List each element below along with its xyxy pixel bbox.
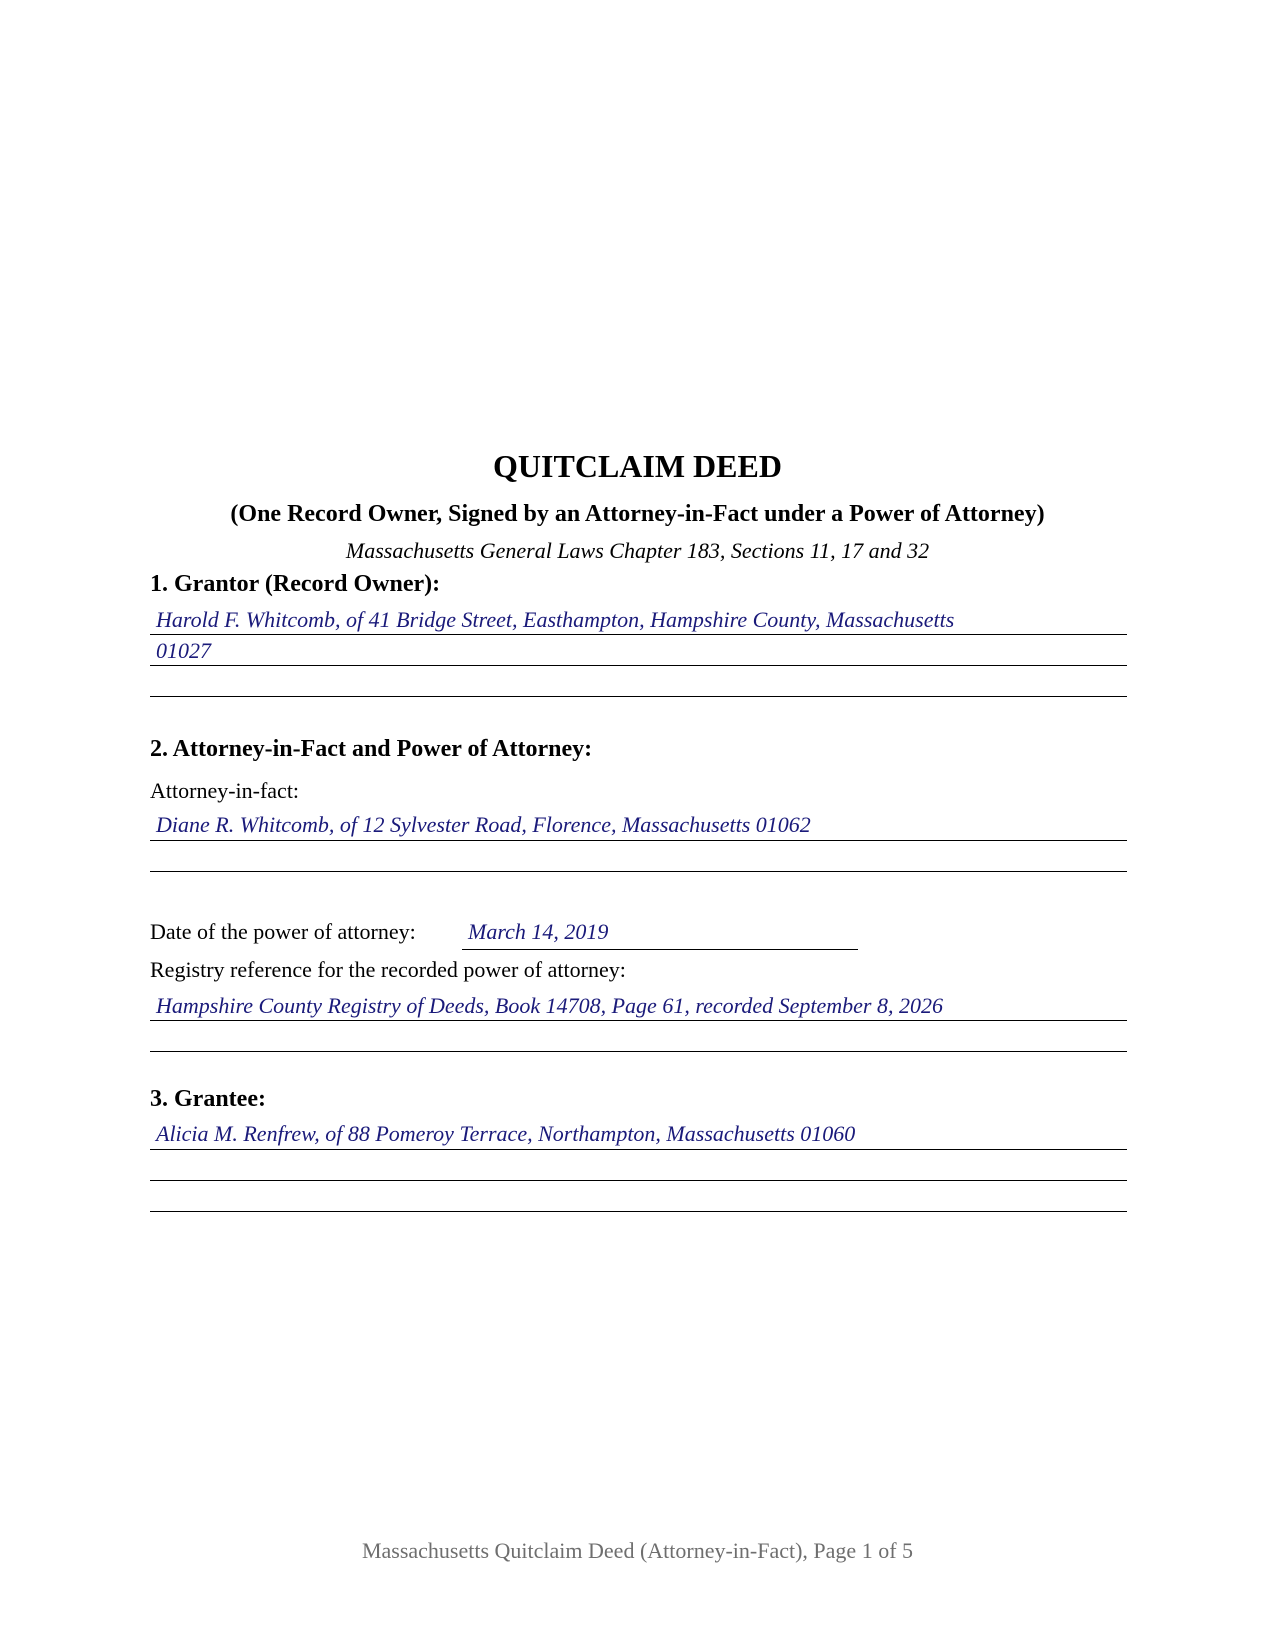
aif-value[interactable]: Diane R. Whitcomb, of 12 Sylvester Road, Florence, Massachusetts 01062 (156, 812, 811, 837)
registry-value[interactable]: Hampshire County Registry of Deeds, Book 14708, Page 61, recorded September 8, 2026 (156, 993, 943, 1018)
attorney-heading: 2. Attorney-in-Fact and Power of Attorney: (150, 736, 593, 762)
aif-line-2 (150, 871, 1127, 872)
document-subtitle: (One Record Owner, Signed by an Attorney-in-Fact under a Power of Attorney) (230, 501, 1045, 527)
grantee-value[interactable]: Alicia M. Renfrew, of 88 Pomeroy Terrace, Northampton, Massachusetts 01060 (156, 1121, 856, 1146)
page-footer: Massachusetts Quitclaim Deed (Attorney-in-Fact), Page 1 of 5 (361, 1538, 914, 1563)
grantor-value-line1[interactable]: Harold F. Whitcomb, of 41 Bridge Street, Easthampton, Hampshire County, Massachusetts (156, 607, 955, 632)
grantee-line-3 (150, 1211, 1127, 1212)
grantor-heading: 1. Grantor (Record Owner): (150, 571, 441, 597)
registry-label: Registry reference for the recorded power of attorney: (150, 957, 626, 982)
registry-line-2 (150, 1051, 1127, 1052)
poa-date-label: Date of the power of attorney: (150, 919, 416, 944)
grantor-line-1 (150, 634, 1127, 635)
grantee-line-2 (150, 1180, 1127, 1181)
grantor-line-2 (150, 665, 1127, 666)
document-title: QUITCLAIM DEED (493, 448, 782, 484)
aif-line-1 (150, 840, 1127, 841)
registry-line-1 (150, 1020, 1127, 1021)
grantee-heading: 3. Grantee: (150, 1086, 266, 1112)
statute-reference: Massachusetts General Laws Chapter 183, Sections 11, 17 and 32 (345, 538, 930, 563)
grantor-value-line2[interactable]: 01027 (156, 638, 211, 663)
grantor-line-3 (150, 696, 1127, 697)
poa-date-field[interactable] (462, 917, 858, 950)
grantee-line-1 (150, 1149, 1127, 1150)
aif-label: Attorney-in-fact: (150, 778, 300, 803)
poa-date-value: March 14, 2019 (468, 919, 609, 944)
